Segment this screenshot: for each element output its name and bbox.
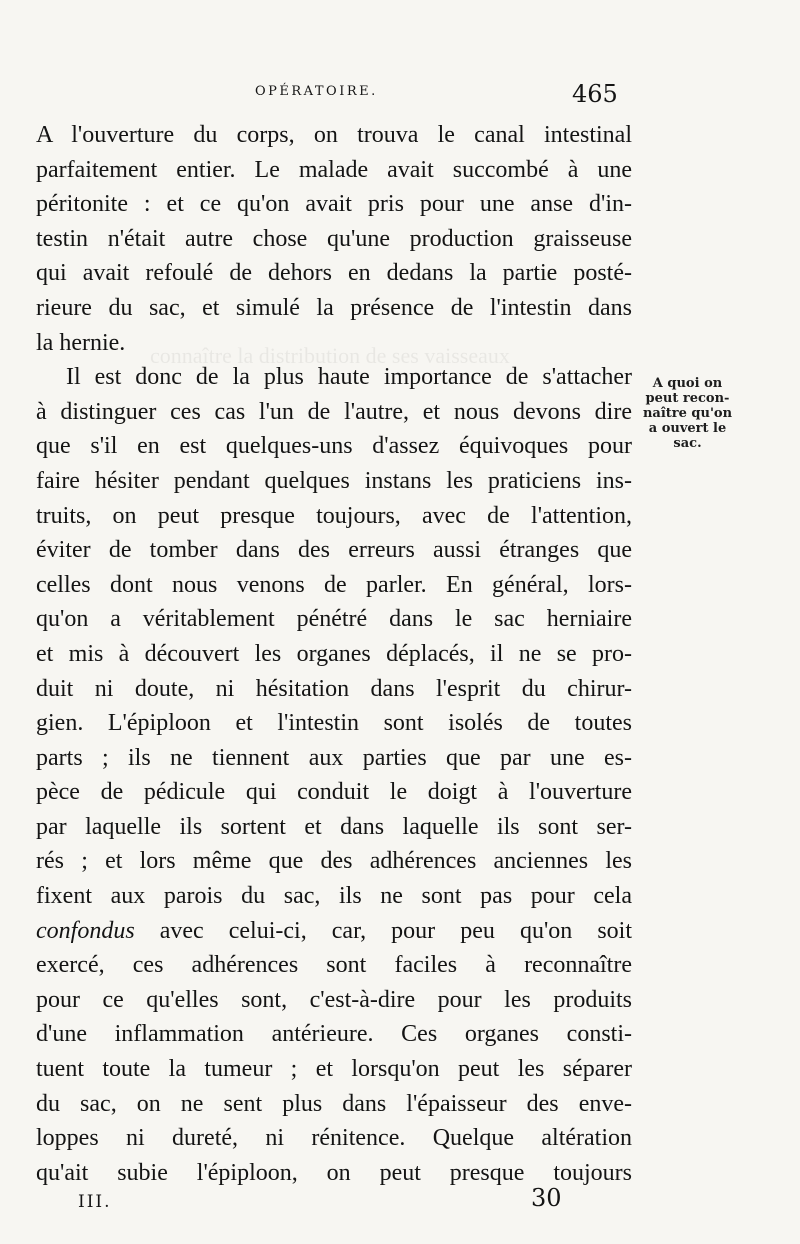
text-line: pèce de pédicule qui conduit le doigt à l'ouverture [36, 779, 632, 806]
running-head: OPÉRATOIRE. [255, 84, 378, 99]
text-line: parfaitement entier. Le malade avait succombé à une [36, 156, 632, 183]
text-line-with-italic [36, 914, 632, 949]
text-line: duit ni doute, ni hésitation dans l'esprit du chirur- [36, 675, 632, 702]
gathering-number: 30 [531, 1184, 562, 1212]
text-line: tuent toute la tumeur ; et lorsqu'on peut les séparer [36, 1056, 632, 1083]
page-number: 465 [572, 80, 618, 108]
text-line: faire hésiter pendant quelques instans les praticiens ins- [36, 467, 632, 494]
paragraph-start-line: Il est donc de la plus haute importance de s'attacher [66, 364, 632, 391]
text-line: du sac, on ne sent plus dans l'épaisseur des enve- [36, 1090, 632, 1117]
text-line: par laquelle ils sortent et dans laquelle ils sont ser- [36, 813, 632, 840]
text-line: péritonite : et ce qu'on avait pris pour une anse d'in- [36, 191, 632, 218]
text-line: pour ce qu'elles sont, c'est-à-dire pour les produits [36, 986, 632, 1013]
margin-note-line: a ouvert le [648, 421, 727, 436]
text-line: celles dont nous venons de parler. En général, lors- [36, 571, 632, 598]
text-line: la hernie. [36, 329, 126, 356]
margin-note-line: naître qu'on [642, 406, 733, 421]
bleed-through-text: connaître la distribution de ses vaisseaux [150, 343, 510, 368]
margin-note-line: sac. [673, 436, 702, 451]
text-line: qui avait refoulé de dehors en dedans la partie posté- [36, 260, 632, 287]
text-line: d'une inflammation antérieure. Ces organes consti- [36, 1021, 632, 1048]
text-line: qu'ait subie l'épiploon, on peut presque toujours [36, 1159, 632, 1186]
text-line: qu'on a véritablement pénétré dans le sac herniaire [36, 606, 632, 633]
text-line: rieure du sac, et simulé la présence de l'intestin dans [36, 294, 632, 321]
text-line: rés ; et lors même que des adhérences anciennes les [36, 848, 632, 875]
text-line: éviter de tomber dans des erreurs aussi étranges que [36, 537, 632, 564]
margin-note-line: peut recon- [645, 391, 730, 406]
text-line: exercé, ces adhérences sont faciles à reconnaître [36, 952, 632, 979]
text-line: loppes ni dureté, ni rénitence. Quelque altération [36, 1125, 632, 1152]
italic-word: confondus [36, 917, 135, 944]
margin-note-line: A quoi on [652, 376, 723, 391]
text-line: A l'ouverture du corps, on trouva le canal intestinal [36, 122, 632, 148]
text-line-rest: avec celui-ci, car, pour peu qu'on soit [159, 917, 632, 944]
text-line: fixent aux parois du sac, ils ne sont pas pour cela [36, 883, 632, 910]
text-line: et mis à découvert les organes déplacés, il ne se pro- [36, 640, 632, 667]
text-line: testin n'était autre chose qu'une production graisseuse [36, 225, 632, 252]
text-line: gien. L'épiploon et l'intestin sont isolés de toutes [36, 710, 632, 737]
body-text [36, 118, 632, 1190]
text-line: que s'il en est quelques-uns d'assez équivoques pour [36, 433, 632, 460]
text-line: truits, on peut presque toujours, avec de l'attention, [36, 502, 632, 529]
signature-mark: III. [78, 1192, 112, 1212]
margin-note [630, 376, 745, 451]
text-line: à distinguer ces cas l'un de l'autre, et nous devons dire [36, 398, 632, 425]
text-line: parts ; ils ne tiennent aux parties que par une es- [36, 744, 632, 771]
